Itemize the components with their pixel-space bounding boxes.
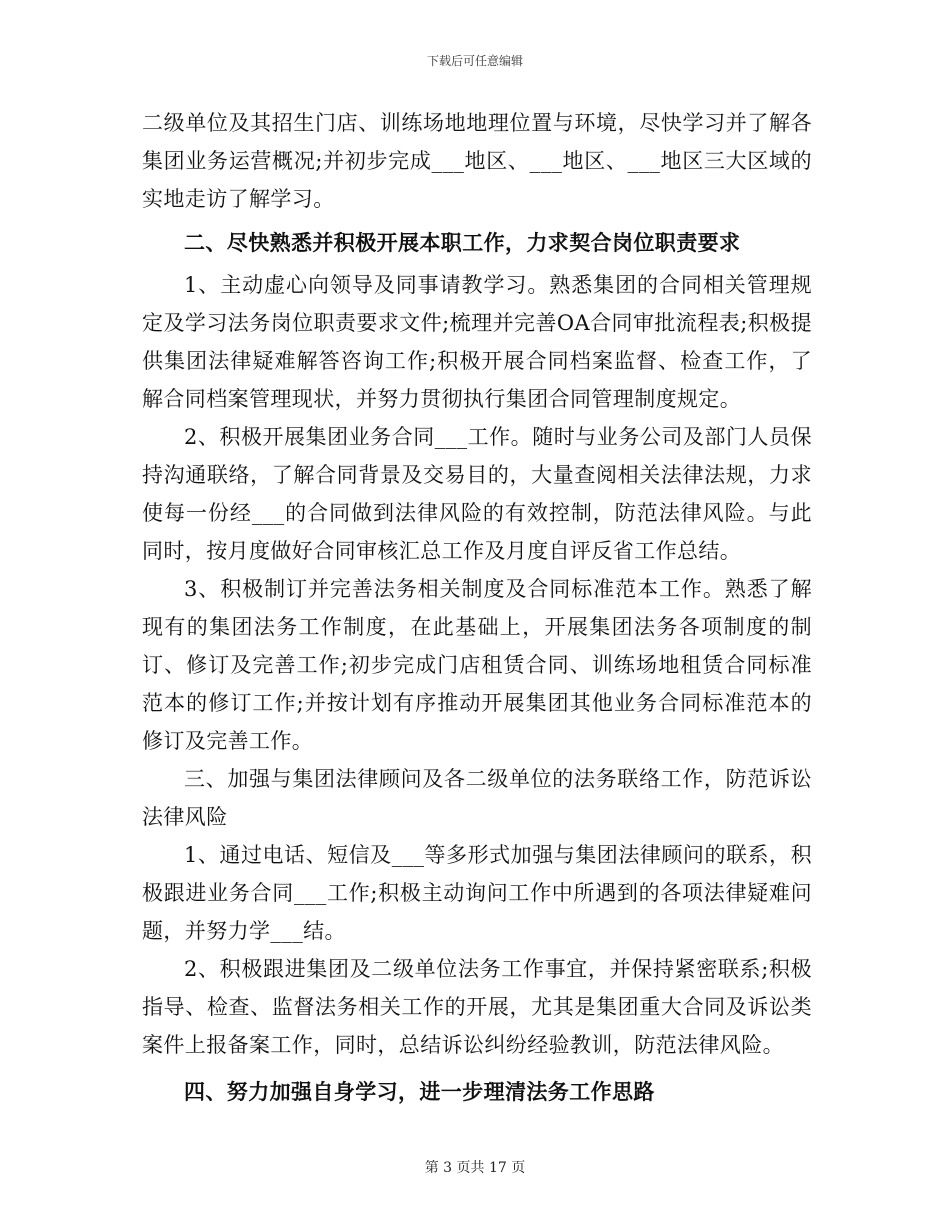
paragraph-3-2: 2、积极跟进集团及二级单位法务工作事宜，并保持紧密联系;积极指导、检查、监督法务相关工作的开展，尤其是集团重大合同及诉讼类案件上报备案工作，同时，总结诉讼纠纷经验教训，防范法律风险。 — [142, 957, 812, 1057]
section-heading-2: 二、尽快熟悉并积极开展本职工作，力求契合岗位职责要求 — [184, 230, 741, 255]
paragraph-2-2: 2、积极开展集团业务合同___工作。随时与业务公司及部门人员保持沟通联络，了解合同背景及交易目的，大量查阅相关法律法规，力求使每一份经___的合同做到法律风险的有效控制，防范法律风险。与此同时，按月度做好合同审核汇总工作及月度自评反省工作总结。 — [142, 425, 812, 563]
paragraph-intro-continued: 二级单位及其招生门店、训练场地地理位置与环境，尽快学习并了解各集团业务运营概况;并初步完成___地区、___地区、___地区三大区域的实地走访了解学习。 — [142, 111, 812, 211]
document-body — [142, 104, 812, 1115]
paragraph-2-1: 1、主动虚心向领导及同事请教学习。熟悉集团的合同相关管理规定及学习法务岗位职责要求文件;梳理并完善OA合同审批流程表;积极提供集团法律疑难解答咨询工作;积极开展合同档案监督、检查工作，了解合同档案管理现状，并努力贯彻执行集团合同管理制度规定。 — [142, 273, 812, 411]
section-heading-3: 三、加强与集团法律顾问及各二级单位的法务联络工作，防范诉讼法律风险 — [142, 767, 812, 829]
page-header: 下载后可任意编辑 — [426, 54, 523, 68]
paragraph-3-1: 1、通过电话、短信及___等多形式加强与集团法律顾问的联系，积极跟进业务合同___工作;积极主动询问工作中所遇到的各项法律疑难问题，并努力学___结。 — [142, 843, 812, 943]
paragraph-2-3: 3、积极制订并完善法务相关制度及合同标准范本工作。熟悉了解现有的集团法务工作制度，在此基础上，开展集团法务各项制度的制订、修订及完善工作;初步完成门店租赁合同、训练场地租赁合同标准范本的修订工作;并按计划有序推动开展集团其他业务合同标准范本的修订及完善工作。 — [142, 577, 812, 753]
page-footer: 第 3 页共 17 页 — [424, 1160, 526, 1176]
section-heading-4: 四、努力加强自身学习，进一步理清法务工作思路 — [184, 1079, 655, 1104]
